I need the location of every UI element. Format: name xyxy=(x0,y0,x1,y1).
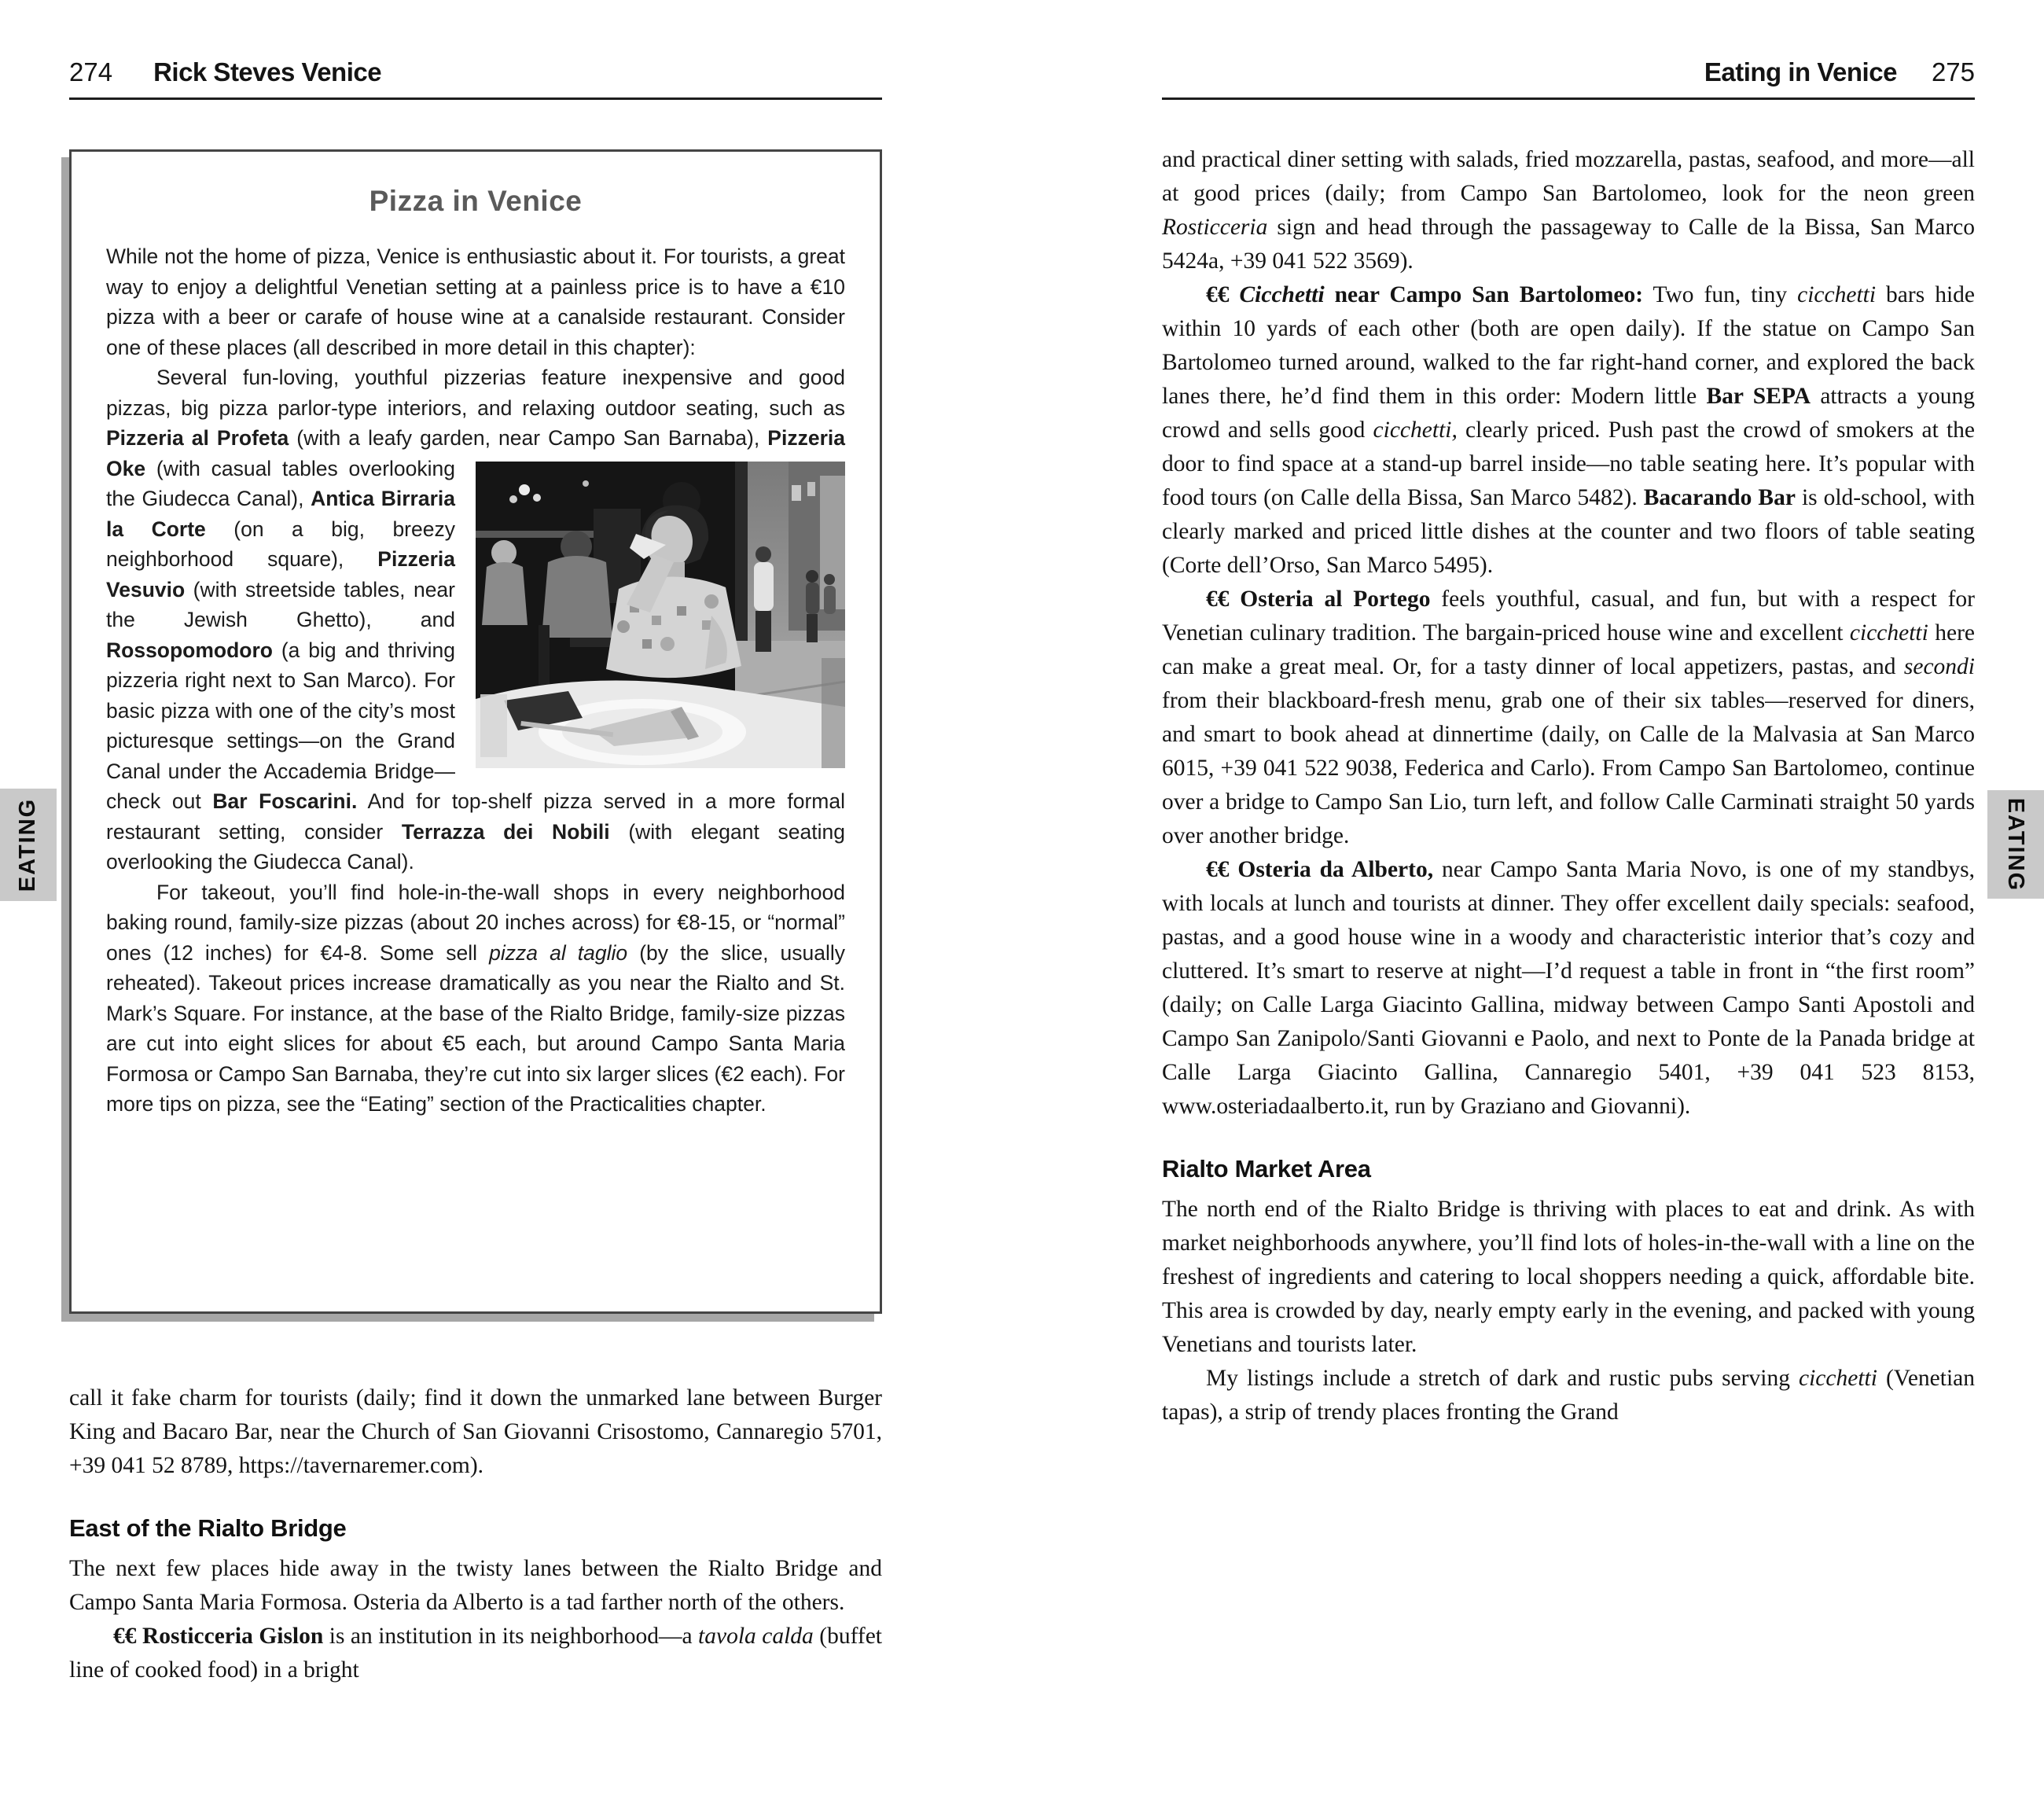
left-header-title: Rick Steves Venice xyxy=(153,57,382,86)
left-body-paragraph-east-1: The next few places hide away in the twisty lanes between the Rialto Bridge and Campo Santa Maria Formosa. Osteria da Alberto is a tad farther north of the others. xyxy=(69,1556,882,1615)
right-header-title: Eating in Venice xyxy=(1704,57,1897,86)
sidebar-paragraph-2-part2: tables overlooking the Giudecca Canal), Antica Birraria la Corte (on a big, breezy neighborhood square), Pizzeria Vesuvio (with streetside tables, near the Jewish Ghetto), and Rossopomodoro (a big and thriving pizzeria right next to San Marco). For basic pizza with one of the city’s most picturesque settings—on the Grand Canal under the Accademia Bridge—check out Bar Foscarini. And for top-shelf pizza served in a more formal restaurant setting, consider Terrazza dei Nobili (with elegant seating overlooking the Giudecca Canal). xyxy=(106,456,845,874)
right-body-paragraph-6: My listings include a stretch of dark and rustic pubs serving cicchetti (Venetian tapas), a strip of trendy places fronting the Grand xyxy=(1162,1366,1975,1425)
heading-east-of-rialto-bridge: East of the Rialto Bridge xyxy=(69,1514,347,1542)
pizza-in-venice-sidebar-box xyxy=(69,149,882,1314)
right-running-header xyxy=(1162,0,1975,100)
eating-tab-left-label: EATING xyxy=(15,797,41,892)
right-header-rule xyxy=(1162,97,1975,100)
sidebar-box-title: Pizza in Venice xyxy=(369,185,583,217)
left-body-paragraph-east-2: €€ Rosticceria Gislon is an institution in its neighborhood—a tavola calda (buffet line of cooked food) in a bright xyxy=(69,1624,882,1683)
left-body-continuation-paragraph: call it fake charm for tourists (daily; find it down the unmarked lane between Burger King and Bacaro Bar, near the Church of San Giovanni Crisostomo, Cannaregio 5701, +39 041 52 8789, https://tavernaremer.com). xyxy=(69,1385,882,1478)
right-body-paragraph-1: and practical diner setting with salads, fried mozzarella, pastas, seafood, and more—all at good prices (daily; from Campo San Bartolomeo, look for the neon green Rosticceria sign and head through the passageway to Calle de la Bissa, San Marco 5424a, +39 041 522 3569). xyxy=(1162,147,1975,274)
heading-rialto-market-area: Rialto Market Area xyxy=(1162,1155,1371,1183)
right-body-paragraph-3: €€ Osteria al Portego feels youthful, casual, and fun, but with a respect for Venetian culinary tradition. The bargain-priced house wine and excellent cicchetti here can make a great meal. Or, for a tasty dinner of local appetizers, pastas, and secondi from their blackboard-fresh menu, grab one of their six tables—reserved for diners, and smart to book ahead at dinnertime (daily, on Calle de la Malvasia at San Marco 6015, +39 041 522 9038, Federica and Carlo). From Campo San Bartolomeo, continue over a bridge to Campo San Lio, turn left, and follow Calle Carminati straight 50 yards over another bridge. xyxy=(1162,587,1975,848)
right-body-paragraph-2: €€ Cicchetti near Campo San Bartolomeo: Two fun, tiny cicchetti bars hide within 10 yards of each other (both are open daily). If the statue on Campo San Bartolomeo turned around, walked to the far right-hand corner, and explored the back lanes there, he’d find them in this order: Modern little Bar SEPA attracts a young crowd and sells good cicchetti, clearly priced. Push past the crowd of smokers at the door to find space at a stand-up barrel inside—no table seating here. It’s popular with food tours (on Calle della Bissa, San Marco 5482). Bacarando Bar is old-school, with clearly marked and priced little dishes at the counter and two floors of table seating (Corte dell’Orso, San Marco 5495). xyxy=(1162,282,1975,578)
sidebar-paragraph-1: While not the home of pizza, Venice is enthusiastic about it. For tourists, a great way to enjoy a delightful Venetian setting at a painless price is to have a €10 pizza with a beer or carafe of house wine at a canalside restaurant. Consider one of these places (all described in more detail in this chapter): xyxy=(106,245,845,359)
left-header-rule xyxy=(69,97,882,100)
photo-woman-eating-pizza xyxy=(476,462,845,768)
page-left xyxy=(69,0,882,1687)
right-page-number: 275 xyxy=(1931,57,1975,86)
eating-tab-left xyxy=(0,789,57,901)
sidebar-paragraph-2 xyxy=(106,362,845,877)
page-right xyxy=(1162,0,1975,1429)
right-body-paragraph-4: €€ Osteria da Alberto, near Campo Santa Maria Novo, is one of my standbys, with locals at lunch and tourists at dinner. They offer excellent daily specials: seafood, pastas, and a good house wine in a woody and characteristic interior that’s cozy and cluttered. It’s smart to reserve at night—I’d request a table in front in “the first room” (daily; on Calle Larga Giacinto Gallina, midway between Campo Santi Apostoli and Campo San Zanipolo/Santi Giovanni e Paolo, and next to Ponte de la Panada bridge at Calle Larga Giacinto Gallina, Cannaregio 5401, +39 041 523 8153, www.osteriadaalberto.it, run by Graziano and Giovanni). xyxy=(1162,857,1975,1119)
sidebar-paragraph-2-part1: Several fun-loving, youthful pizzerias feature inexpensive and good pizzas, big pizza parlor-type interiors, and relaxing outdoor seating, such as Pizzeria al Profeta (with a leafy garden, near Campo San Barnaba), Pizzeria Oke (with casual xyxy=(106,366,845,480)
eating-tab-right xyxy=(1987,790,2044,899)
right-body-paragraph-5: The north end of the Rialto Bridge is thriving with places to eat and drink. As with market neighborhoods anywhere, you’ll find lots of holes-in-the-wall with a line on the freshest of ingredients and catering to local shoppers needing a quick, affordable bite. This area is crowded by day, nearly empty early in the evening, and packed with young Venetians and tourists later. xyxy=(1162,1197,1975,1357)
left-running-header xyxy=(69,0,882,100)
sidebar-paragraph-3: For takeout, you’ll find hole-in-the-wall shops in every neighborhood baking round, family-size pizzas (about 20 inches across) for €8-15, or “normal” ones (12 inches) for €4-8. Some sell pizza al taglio (by the slice, usually reheated). Takeout prices increase dramatically as you near the Rialto and St. Mark’s Square. For instance, at the base of the Rialto Bridge, family-size pizzas are cut into eight slices for about €5 each, but around Campo Santa Maria Formosa or Campo San Barnaba, they’re cut into six larger slices (€2 each). For more tips on pizza, see the “Eating” section of the Practicalities chapter. xyxy=(106,880,846,1116)
left-page-number: 274 xyxy=(69,57,113,86)
eating-tab-right-label: EATING xyxy=(2003,797,2029,892)
